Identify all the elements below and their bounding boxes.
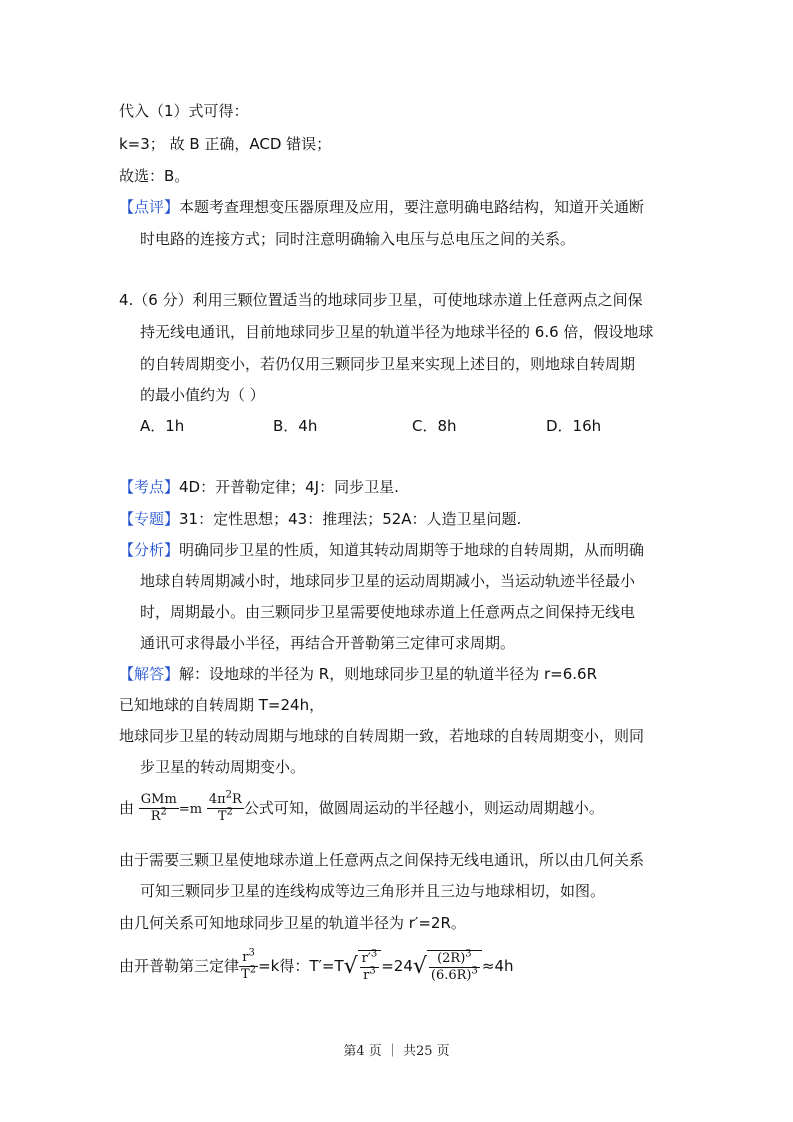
denominator — [207, 806, 244, 825]
text-span: 由 — [119, 799, 135, 817]
kaodian-tag: 【考点】 — [119, 478, 180, 496]
zhuanti-tag: 【专题】 — [119, 510, 180, 528]
fraction — [360, 948, 380, 984]
radical-sign: √ — [412, 953, 427, 979]
square-root — [344, 950, 382, 984]
symbol: R — [232, 792, 242, 807]
option-c: C．8h — [412, 417, 457, 435]
text-line: 代入（1）式可得： — [119, 102, 249, 120]
option-a: A．1h — [140, 417, 185, 435]
text-span: 本题考查理想变压器原理及应用，要注意明确电路结构，知道开关通断 — [179, 198, 645, 216]
text-line: 已知地球的自转周期 T=24h， — [119, 696, 325, 714]
text-line: 地球自转周期减小时，地球同步卫星的运动周期减小，当运动轨迹半径最小 — [140, 572, 636, 590]
text-span: 4D：开普勒定律；4J：同步卫星. — [179, 478, 399, 496]
question-line: 持无线电通讯，目前地球同步卫星的轨道半径为地球半径的 6.6 倍，假设地球 — [140, 323, 654, 341]
jieda-tag: 【解答】 — [119, 665, 180, 683]
exponent: 2 — [226, 806, 233, 818]
text-line: 由于需要三颗卫星使地球赤道上任意两点之间保持无线电通讯，所以由几何关系 — [119, 851, 645, 869]
exponent: 3 — [471, 965, 478, 977]
fraction — [429, 948, 480, 984]
symbol: R — [150, 809, 161, 824]
denominator — [239, 964, 258, 983]
text-span: 由开普勒第三定律 — [119, 957, 240, 975]
symbol: r′ — [361, 950, 371, 966]
text-span: 解：设地球的半径为 R，则地球同步卫星的轨道半径为 r=6.6R — [179, 665, 597, 683]
radicand — [358, 950, 382, 984]
zhuanti-line — [119, 509, 521, 529]
text-span: 公式可知，做圆周运动的半径越小，则运动周期越小。 — [243, 799, 604, 817]
exponent: 2 — [225, 789, 233, 801]
text-line: 地球同步卫星的转动周期与地球的自转周期一致，若地球的自转周期变小，则同 — [119, 727, 645, 745]
exponent: 3 — [465, 948, 472, 960]
exponent: 2 — [160, 806, 167, 818]
symbol: r — [242, 950, 249, 965]
text-line: 故选：B。 — [119, 167, 190, 185]
text-span: 31：定性思想；43：推理法；52A：人造卫星问题. — [179, 510, 522, 528]
fraction — [207, 789, 244, 825]
page-footer: 第4 页 ｜ 共25 页 — [343, 1044, 450, 1059]
text-line: 时，周期最小。由三颗同步卫星需要使地球赤道上任意两点之间保持无线电 — [140, 603, 636, 621]
exponent: 2 — [249, 964, 257, 976]
jieda-line — [119, 664, 597, 684]
exponent: 3 — [369, 965, 376, 977]
exponent: 3 — [248, 947, 255, 959]
denominator — [139, 806, 179, 825]
fenxi-tag: 【分析】 — [119, 541, 180, 559]
question-line: 的自转周期变小，若仍仅用三颗同步卫星来实现上述目的，则地球自转周期 — [140, 355, 636, 373]
question-line: 4.（6 分）利用三颗位置适当的地球同步卫星，可使地球赤道上任意两点之间保 — [119, 291, 643, 309]
radical-sign: √ — [343, 953, 358, 979]
text-span: ≈4h — [481, 957, 514, 975]
text-line: k=3； 故 B 正确，ACD 错误； — [119, 135, 332, 153]
exponent: 3 — [370, 948, 378, 960]
text-line: 时电路的连接方式；同时注意明确输入电压与总电压之间的关系。 — [140, 230, 576, 248]
formula-gravitation — [119, 790, 604, 828]
numerator: GMm — [140, 792, 177, 807]
square-root — [413, 950, 482, 984]
option-b: B．4h — [273, 417, 318, 435]
fenxi-line — [119, 540, 644, 560]
symbol: 4π — [208, 792, 226, 807]
denominator — [360, 965, 380, 984]
fraction — [239, 947, 258, 983]
dianping-tag: 【点评】 — [119, 198, 180, 216]
symbol: =m — [178, 802, 203, 817]
symbol: (6.6R) — [430, 967, 472, 983]
formula-kepler — [119, 946, 514, 986]
text-span: =24 — [381, 957, 413, 975]
symbol: T — [217, 809, 227, 824]
text-span: =k得：T′=T — [258, 957, 344, 975]
text-line: 可知三颗同步卫星的连线构成等边三角形并且三边与地球相切，如图。 — [140, 882, 606, 900]
dianping-line — [119, 197, 644, 217]
fraction — [139, 792, 179, 825]
option-d: D．16h — [546, 417, 602, 435]
symbol: T — [241, 967, 250, 982]
text-line: 步卫星的转动周期变小。 — [140, 758, 306, 776]
kaodian-line — [119, 477, 399, 497]
question-line: 的最小值约为（ ） — [140, 386, 265, 404]
denominator — [429, 965, 480, 984]
text-line: 由几何关系可知地球同步卫星的轨道半径为 r′=2R。 — [119, 914, 466, 932]
symbol: r — [363, 967, 370, 983]
symbol: (2R) — [437, 950, 466, 966]
text-span: 明确同步卫星的性质，知道其转动周期等于地球的自转周期，从而明确 — [179, 541, 645, 559]
radicand — [427, 950, 482, 984]
text-line: 通讯可求得最小半径，再结合开普勒第三定律可求周期。 — [140, 634, 516, 652]
